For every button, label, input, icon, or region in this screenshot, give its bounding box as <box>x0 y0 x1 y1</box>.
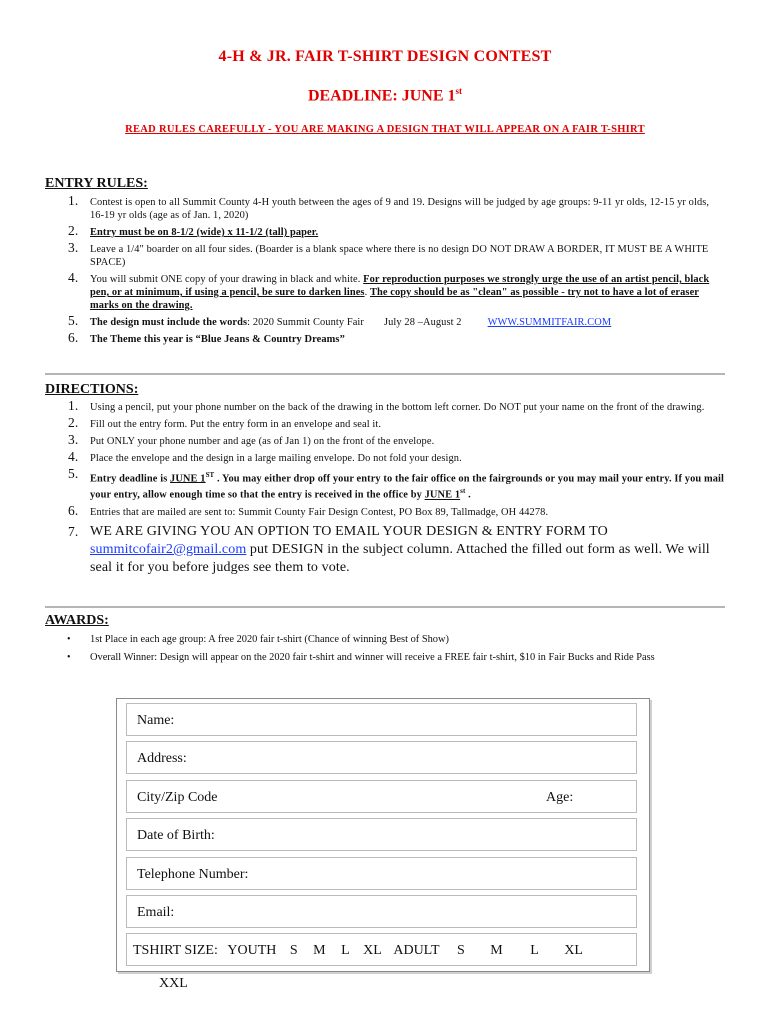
youth-size-l[interactable]: L <box>341 943 350 958</box>
list-item <box>45 313 725 329</box>
list-item <box>45 502 725 519</box>
summitfair-link[interactable]: WWW.SUMMITFAIR.COM <box>487 317 612 328</box>
item-number: 4. <box>68 449 79 464</box>
rule-text: You will submit ONE copy of your drawing in black and white. <box>90 274 364 285</box>
list-item <box>45 432 725 448</box>
section-divider <box>45 606 725 608</box>
awards-heading: AWARDS: <box>45 613 109 628</box>
list-item <box>45 193 725 222</box>
direction-text: Using a pencil, put your phone number on the back of the drawing in the bottom left corner. Do NOT put your name on the front of the drawing. <box>90 402 705 413</box>
youth-size-m[interactable]: M <box>313 943 326 958</box>
youth-size-s[interactable]: S <box>289 943 298 958</box>
list-item <box>45 466 725 502</box>
rule-punctuation: . <box>364 287 370 298</box>
award-text: Overall Winner: Design will appear on the 2020 fair t-shirt and winner will receive a FREE fair t-shirt, $10 in Fair Bucks and Ride Pass <box>90 652 655 663</box>
direction-text: put DESIGN in the subject column. Attached the filled out form as well. We will seal it for you before judges see them to vote. <box>90 541 710 575</box>
adult-size-xxl[interactable]: XXL <box>159 976 188 991</box>
entry-rules-list <box>45 193 725 346</box>
item-number: 1. <box>68 193 79 208</box>
list-item <box>45 270 725 312</box>
deadline-date: JUNE 1 <box>424 489 461 501</box>
rule-text: Contest is open to all Summit County 4-H youth between the ages of 9 and 19. Designs will be judged by age groups: 9-11 yr olds, 12-15 yr olds, 16-19 yr olds (age as of Jan. 1, 2020) <box>90 197 710 221</box>
item-number: 5. <box>68 466 79 481</box>
rule-text: The Theme this year is “Blue Jeans & Country Dreams” <box>90 334 345 345</box>
read-rules-notice <box>0 124 770 135</box>
tshirt-size-field <box>126 933 637 991</box>
email-label: Email: <box>137 905 175 920</box>
awards-section <box>45 613 725 669</box>
read-rules-tail: YOU ARE MAKING A DESIGN THAT WILL APPEAR ON A FAIR T-SHIRT <box>274 124 645 135</box>
deadline-suffix: st <box>455 86 463 96</box>
rule-text: : 2020 Summit County Fair <box>247 317 364 328</box>
rule-text: Leave a 1/4" boarder on all four sides. (Boarder is a blank space where there is no design DO NOT DRAW A BORDER, IT MUST BE A WHITE SPACE) <box>90 244 709 268</box>
direction-text: Entry deadline is <box>90 473 171 485</box>
age-label: Age: <box>546 790 574 805</box>
list-item <box>45 651 725 664</box>
deadline-heading <box>0 86 770 105</box>
name-label: Name: <box>137 713 175 728</box>
rule-emphasis: The copy should be as "clean" as possible - try not to have a lot of eraser marks on the drawing. <box>90 287 699 311</box>
rule-emphasis: For reproduction purposes we strongly urge the use of an artist pencil, black pen, or at minimum, if using a pencil, be sure to darken lines <box>90 274 710 298</box>
directions-section <box>45 382 725 581</box>
item-number: 6. <box>68 330 79 345</box>
name-field[interactable] <box>126 703 637 736</box>
list-item <box>45 240 725 269</box>
item-number: 4. <box>68 270 79 285</box>
item-number: 6. <box>68 502 79 518</box>
telephone-label: Telephone Number: <box>137 867 249 882</box>
contest-title: 4-H & JR. FAIR T-SHIRT DESIGN CONTEST <box>218 48 552 65</box>
fair-dates: July 28 –August 2 <box>383 317 462 328</box>
address-field[interactable] <box>126 741 637 774</box>
section-divider <box>45 373 725 375</box>
list-item <box>45 449 725 465</box>
entry-form <box>116 698 650 991</box>
award-text: 1st Place in each age group: A free 2020 fair t-shirt (Chance of winning Best of Show) <box>90 634 449 645</box>
item-number: 7. <box>68 523 79 539</box>
directions-heading: DIRECTIONS: <box>45 382 139 397</box>
item-number: 5. <box>68 313 79 328</box>
direction-text: Fill out the entry form. Put the entry form in an envelope and seal it. <box>90 419 382 430</box>
tshirt-size-label: TSHIRT SIZE: <box>133 943 218 958</box>
bullet-icon: • <box>67 634 71 645</box>
direction-text: Entries that are mailed are sent to: Summit County Fair Design Contest, PO Box 89, Tallmadge, OH 44278. <box>90 506 549 518</box>
list-item <box>45 398 725 414</box>
directions-list <box>45 398 725 577</box>
direction-text: . <box>465 489 471 501</box>
list-item <box>45 523 725 577</box>
adult-size-l[interactable]: L <box>530 943 539 958</box>
date-of-birth-label: Date of Birth: <box>137 828 215 843</box>
city-zip-field[interactable] <box>126 780 637 813</box>
address-label: Address: <box>137 751 187 766</box>
list-item <box>45 330 725 346</box>
adult-size-m[interactable]: M <box>490 943 503 958</box>
youth-label: YOUTH <box>227 943 277 958</box>
list-item <box>45 415 725 431</box>
item-number: 1. <box>68 398 79 413</box>
email-link[interactable]: summitcofair2@gmail.com <box>90 541 247 557</box>
entry-rules-heading: ENTRY RULES: <box>45 176 148 191</box>
deadline-date-suffix: ST <box>205 471 215 479</box>
item-number: 2. <box>68 223 79 238</box>
direction-text: . You may either drop off your entry to the fair office on the fairgrounds or you may mail your entry. If you mail your entry, allow enough time so that the entry is received in the office by <box>90 473 724 501</box>
email-field[interactable] <box>126 895 637 928</box>
deadline-date-suffix: st <box>460 487 466 496</box>
youth-size-xl[interactable]: XL <box>363 943 382 958</box>
deadline-text: DEADLINE: JUNE 1 <box>307 87 456 105</box>
rule-label: The design must include the words <box>90 317 248 328</box>
bullet-icon: • <box>67 652 71 663</box>
item-number: 2. <box>68 415 79 430</box>
list-item <box>45 223 725 239</box>
item-number: 3. <box>68 432 79 447</box>
city-zip-label: City/Zip Code <box>137 790 218 805</box>
direction-text: WE ARE GIVING YOU AN OPTION TO EMAIL YOUR DESIGN & ENTRY FORM TO <box>90 523 608 539</box>
direction-text: Place the envelope and the design in a large mailing envelope. Do not fold your design. <box>90 453 462 464</box>
rule-text: Entry must be on 8-1/2 (wide) x 11-1/2 (tall) paper. <box>90 227 319 238</box>
adult-size-xl[interactable]: XL <box>564 943 583 958</box>
direction-text: Put ONLY your phone number and age (as of Jan 1) on the front of the envelope. <box>90 436 435 447</box>
telephone-field[interactable] <box>126 857 637 890</box>
adult-size-s[interactable]: S <box>457 943 465 958</box>
list-item <box>45 633 725 646</box>
date-of-birth-field[interactable] <box>126 818 637 851</box>
entry-rules-section <box>45 176 725 350</box>
deadline-date: JUNE 1 <box>170 473 206 485</box>
awards-list <box>45 633 725 664</box>
adult-label: ADULT <box>393 943 440 958</box>
item-number: 3. <box>68 240 79 255</box>
read-rules-separator: - <box>265 124 275 135</box>
read-rules-text: READ RULES CAREFULLY <box>125 124 266 135</box>
